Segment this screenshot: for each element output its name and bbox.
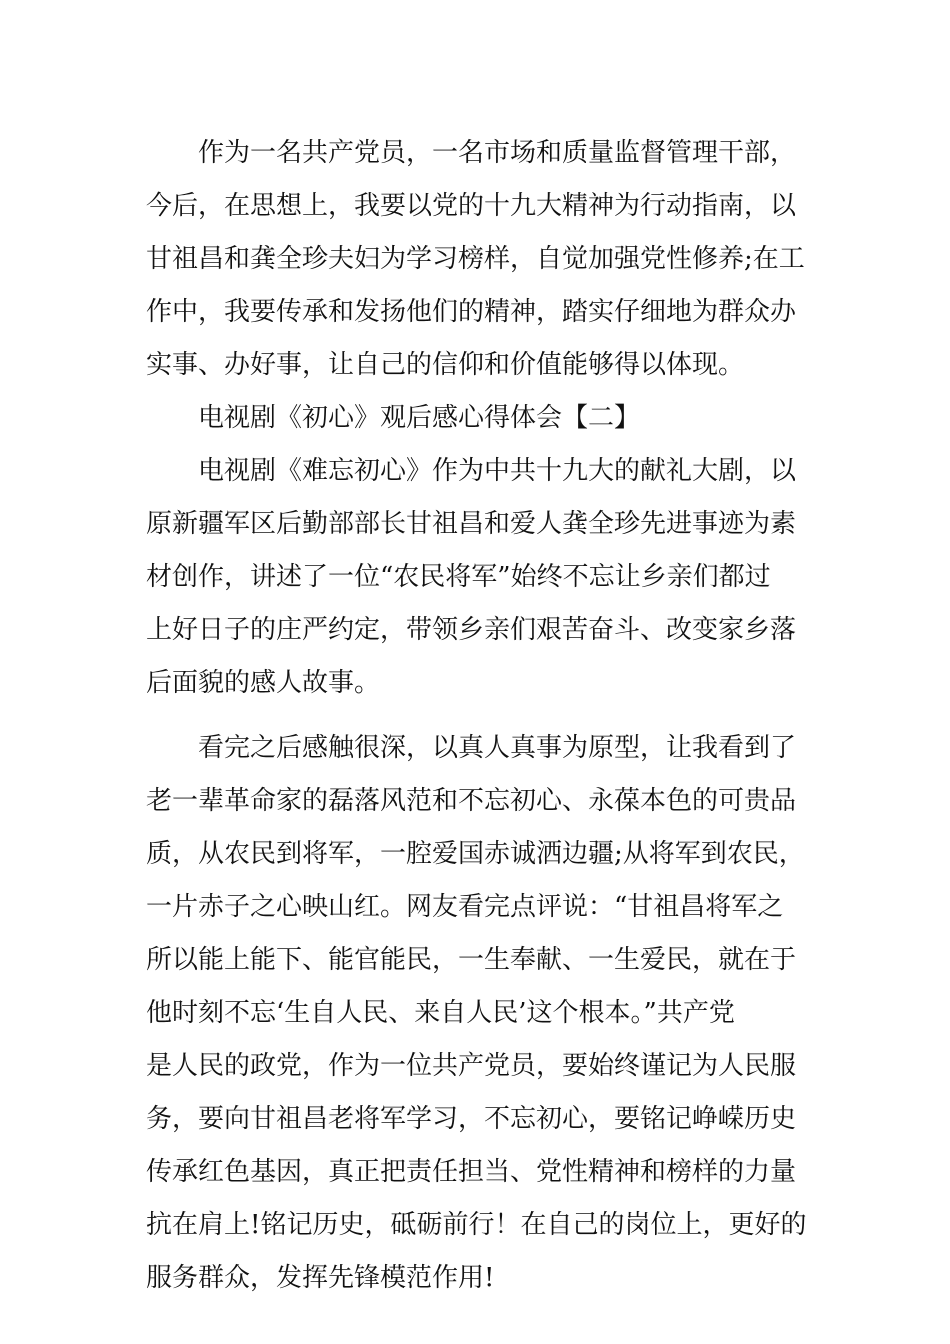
- text-line: 作为一名共产党员，一名市场和质量监督管理干部，: [198, 138, 797, 168]
- text-line: 电视剧《难忘初心》作为中共十九大的献礼大剧，以: [198, 456, 797, 486]
- text-line: 质，从农民到将军，一腔爱国赤诚洒边疆;从将军到农民，: [146, 839, 805, 869]
- text-line: 是人民的政党，作为一位共产党员，要始终谨记为人民服: [146, 1051, 797, 1081]
- text-line: 看完之后感触很深，以真人真事为原型，让我看到了: [198, 733, 797, 763]
- text-line: 今后，在思想上，我要以党的十九大精神为行动指南，以: [146, 191, 797, 221]
- text-line: 务，要向甘祖昌老将军学习，不忘初心，要铭记峥嵘历史: [146, 1104, 797, 1134]
- text-line: 他时刻不忘‘生自人民、来自人民’这个根本。”共产党: [146, 998, 735, 1028]
- paragraph-party-member-commitment: [146, 127, 808, 392]
- text-line: 甘祖昌和龚全珍夫妇为学习榜样，自觉加强党性修养;在工: [146, 244, 805, 274]
- text-line: 抗在肩上!铭记历史，砥砺前行！在自己的岗位上，更好的: [146, 1210, 807, 1240]
- text-line: 材创作，讲述了一位“农民将军”始终不忘让乡亲们都过: [146, 562, 771, 592]
- text-line: 后面貌的感人故事。: [146, 668, 381, 698]
- section-heading: 电视剧《初心》观后感心得体会【二】: [198, 403, 641, 433]
- text-line: 原新疆军区后勤部部长甘祖昌和爱人龚全珍先进事迹为素: [146, 509, 797, 539]
- text-line: 一片赤子之心映山红。网友看完点评说：“甘祖昌将军之: [146, 892, 784, 922]
- text-line: 所以能上能下、能官能民，一生奉献、一生爱民，就在于: [146, 945, 797, 975]
- text-line: 作中，我要传承和发扬他们的精神，踏实仔细地为群众办: [146, 297, 797, 327]
- text-line: 老一辈革命家的磊落风范和不忘初心、永葆本色的可贵品: [146, 786, 797, 816]
- text-line: 实事、办好事，让自己的信仰和价值能够得以体现。: [146, 350, 745, 380]
- text-line: 传承红色基因，真正把责任担当、党性精神和榜样的力量: [146, 1157, 797, 1187]
- document-body: [146, 127, 808, 1305]
- text-line: 服务群众，发挥先锋模范作用!: [146, 1263, 495, 1293]
- text-line: 上好日子的庄严约定，带领乡亲们艰苦奋斗、改变家乡落: [146, 615, 797, 645]
- paragraph-reflection: [146, 722, 808, 1305]
- paragraph-drama-intro: [146, 445, 808, 710]
- paragraph-spacer: [146, 710, 808, 722]
